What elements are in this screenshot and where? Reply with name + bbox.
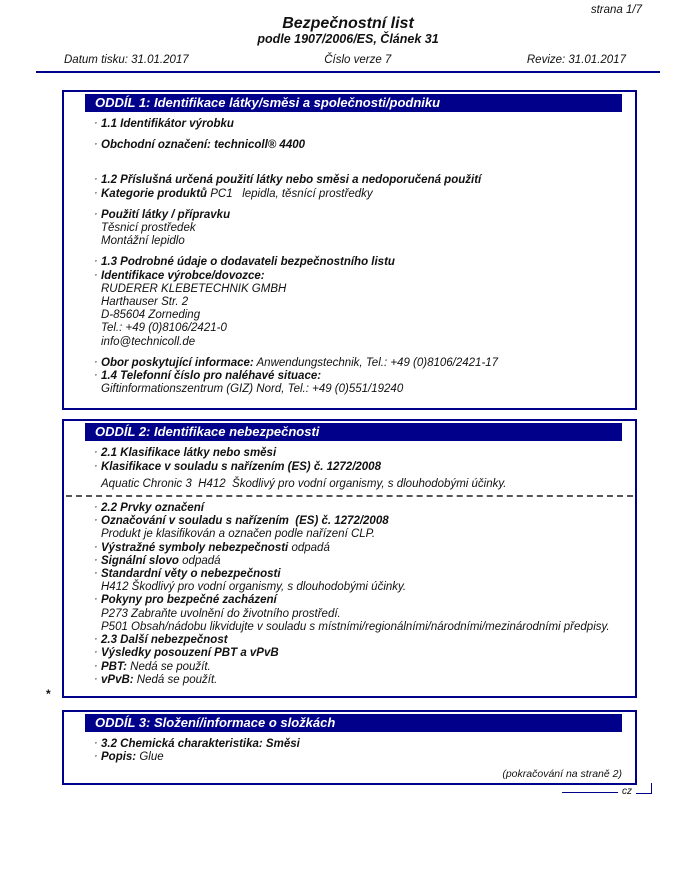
section-1-header: ODDÍL 1: Identifikace látky/směsi a společnosti/podniku [85,94,622,112]
doc-line: · Výstražné symboly nebezpečnosti odpadá [94,540,330,554]
header-rule [36,71,660,73]
doc-line: D-85604 Zorneding [101,309,201,322]
doc-line: H412 Škodlivý pro vodní organismy, s dlouhodobými účinky. [101,581,407,594]
doc-line: · 3.2 Chemická charakteristika: Směsi [94,736,300,750]
doc-line: Harthauser Str. 2 [101,296,189,309]
section-2-header: ODDÍL 2: Identifikace nebezpečnosti [85,423,622,441]
doc-line: · Kategorie produktů PC1 lepidla, těsnící prostředky [94,186,373,200]
page-number: strana 1/7 [590,4,642,16]
doc-line: Aquatic Chronic 3 H412 Škodlivý pro vodní organismy, s dlouhodobými účinky. [101,477,507,490]
doc-line: · Pokyny pro bezpečné zacházení [94,593,277,607]
doc-line: · Signální slovo odpadá [94,553,221,567]
doc-line: info@technicoll.de [101,335,196,348]
doc-line: · Obchodní označení: technicoll® 4400 [94,138,306,152]
doc-line: · Klasifikace v souladu s nařízením (ES) č. 1272/2008 [94,459,381,473]
doc-line: · 1.1 Identifikátor výrobku [94,117,234,130]
changed-marker: * [46,687,51,701]
section-2-content [64,441,635,695]
doc-line: · Standardní věty o nebezpečnosti [94,567,281,581]
doc-line: · PBT: Nedá se použít. [94,659,211,673]
doc-line: · Výsledky posouzení PBT a vPvB [94,646,279,660]
doc-line: Tel.: +49 (0)8106/2421-0 [101,322,227,335]
section-3-header: ODDÍL 3: Složení/informace o složkách [85,714,622,732]
section-3-box [62,710,637,785]
doc-line: · Označování v souladu s nařízením (ES) č. 1272/2008 [94,514,389,528]
meta-row [0,47,696,66]
doc-line: · 2.2 Prvky označení [94,501,204,515]
language-code: cz [622,786,632,798]
page-end-line-left [562,792,618,793]
doc-line: · 2.1 Klasifikace látky nebo směsi [94,446,277,460]
document-title: Bezpečnostní list [282,15,414,32]
dashed-divider [66,495,633,497]
doc-line: RUDERER KLEBETECHNIK GMBH [101,282,287,295]
doc-line: · Obor poskytující informace: Anwendungstechnik, Tel.: +49 (0)8106/2421-17 [94,355,499,369]
doc-line: · Identifikace výrobce/dovozce: [94,268,265,282]
doc-line: Produkt je klasifikován a označen podle nařízení CLP. [101,528,376,541]
doc-line: Giftinformationszentrum (GIZ) Nord, Tel.: +49 (0)551/19240 [101,383,404,396]
doc-line: · 1.2 Příslušná určená použití látky nebo směsi a nedoporučená použití [94,173,482,187]
doc-line: P273 Zabraňte uvolnění do životního prostředí. [101,607,341,620]
doc-line: · 1.3 Podrobné údaje o dodavateli bezpečnostního listu [94,255,395,269]
doc-line: Montážní lepidlo [101,235,185,248]
doc-line: · 1.4 Telefonní číslo pro naléhavé situace: [94,369,322,383]
page-end-line-right [636,783,652,794]
revision-date: Revize: 31.01.2017 [526,54,626,66]
section-2-box [62,419,637,697]
section-1-content [64,112,635,408]
continuation-note: (pokračování na straně 2) [502,768,622,781]
section-3-content [64,732,635,783]
version-number: Číslo verze 7 [324,54,392,66]
doc-line: P501 Obsah/nádobu likvidujte v souladu s místními/regionálními/národními/mezinárodními předpisy. [101,620,610,633]
document-subtitle: podle 1907/2006/ES, Článek 31 [257,32,439,46]
doc-line: Těsnicí prostředek [101,222,196,235]
page-end-marker [0,785,652,797]
section-1-box [62,90,637,410]
doc-line: · vPvB: Nedá se použít. [94,672,218,686]
doc-line: · Popis: Glue [94,750,164,764]
doc-line: · Použití látky / přípravku [94,207,231,221]
doc-line: · 2.3 Další nebezpečnost [94,633,228,647]
print-date: Datum tisku: 31.01.2017 [64,54,189,66]
